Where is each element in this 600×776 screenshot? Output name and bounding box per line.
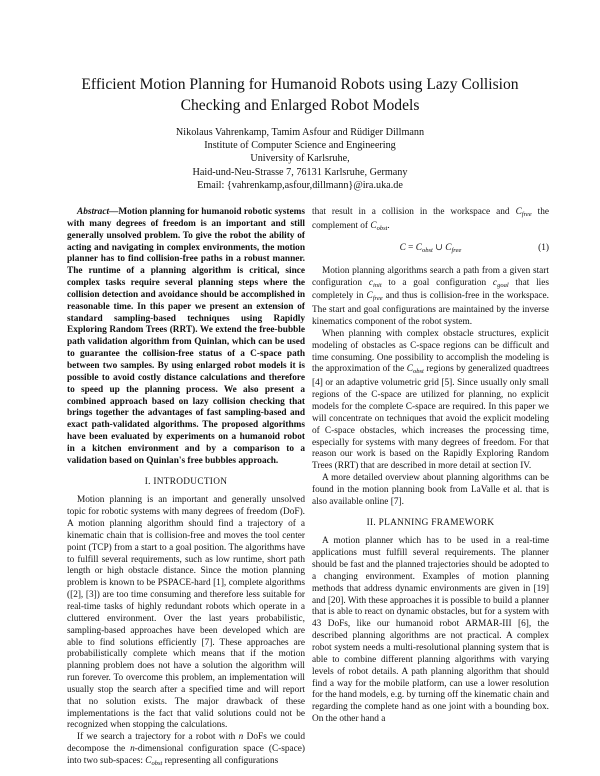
right-paragraph-4: A more detailed overview about planning algorithms can be found in the motion planning book from LaValle et al. that is also available online [7].: [312, 473, 549, 507]
abstract-label: Abstract: [77, 207, 110, 217]
equation-body: $C = C_{obst}$ ∪ $C_{free}$: [399, 242, 462, 254]
affiliation-line: University of Karlsruhe,: [250, 153, 350, 165]
right-paragraph-1: that result in a collision in the workspace and $C_{free}$ the complement of $C_{obst}$.: [312, 207, 549, 232]
intro-paragraph-2: If we search a trajectory for a robot with n DoFs we could decompose the n-dimensional configuration space (C-space) into two sub-spaces: $C_{obst}$ representing all configurations: [67, 732, 305, 767]
abstract: [67, 207, 305, 468]
right-paragraph-2: Motion planning algorithms search a path from a given start configuration $c_{init}$ to a goal configuration $c_{goal}$ that lies completely in $C_{free}$ and thus is collision-free in the workspace. The start and goal configurations are maintained by the inverse kinematics component of the robot system.: [312, 265, 549, 328]
left-column: [67, 207, 305, 770]
affiliation-line: Institute of Computer Science and Engineering: [204, 140, 396, 152]
right-paragraph-5: A motion planner which has to be used in a real-time applications must fulfill several requirements. The planner should be fast and the planned trajectories should be adopted to a changing environment. Examples of motion planning methods that address dynamic environments are given in [19] and [20]. With these approaches it is possible to build a planner that is able to react on dynamic obstacles, but for a system with 43 DoFs, like our humanoid robot ARMAR-III [6], the described planning algorithms are not practical. A complex robot system needs a multi-resolutional planning system that is able to combine different planning algorithms with varying levels of robot details. A path planning algorithm that should find a way for the mobile platform, can use a lower resolution for the hand models, e.g. by turning off the kinematic chain and regarding the complete hand as one joint with a bounding box. On the other hand a: [312, 536, 549, 725]
intro-paragraph-1: Motion planning is an important and generally unsolved topic for robotic systems with many degrees of freedom (DoF). A motion planning algorithm should find a trajectory of a kinematic chain that is collision-free and moves the tool center point (TCP) from a start to a goal position. The algorithms have to fulfill several requirements, such as low runtime, short path length or high obstacle distance. Since the motion planning problem is known to be PSPACE-hard [1], complete algorithms ([2], [3]) are too time consuming and therefore less suitable for real-time tasks of highly redundant robots which operate in a cluttered environment. Over the last years probabilistic, sampling-based approaches have been developed which are able to find solutions efficiently [7]. These approaches are probabilistically complete which means that if the motion planning problem does not have a solution the algorithm will run forever. To overcome this problem, an implementation will usually stop the search after a specified time and will report that no solution exists. The major drawback of these implementations is the fact that valid solutions could not be recognized when stopping the calculations.: [67, 495, 305, 731]
equation-1: [312, 243, 549, 257]
section-heading-planning-framework: II. PLANNING FRAMEWORK: [366, 517, 495, 528]
equation-number: (1): [538, 242, 549, 253]
right-paragraph-3: When planning with complex obstacle structures, explicit modeling of obstacles as C-space regions can be difficult and time consuming. One possibility to accomplish the modeling is the approximation of the $C_{obst}$ regions by generalized quadtrees [4] or an adaptive volumetric grid [5]. Since usually only small regions of the C-space are utilized for planning, no explicit models for the complete C-space are required. In this paper we will concentrate on techniques that avoid the explicit modeling of C-space obstacles, which increases the processing time, especially for systems with many degrees of freedom. For that reason our work is based on the Rapidly Exploring Random Trees (RRT) that are described in more detail at section IV.: [312, 328, 549, 472]
author-block: [60, 126, 540, 192]
affiliation-line: Haid-und-Neu-Strasse 7, 76131 Karlsruhe, Germany: [192, 166, 408, 178]
author-names: Nikolaus Vahrenkamp, Tamim Asfour and Rüdiger Dillmann: [175, 127, 425, 138]
author-email: Email: {vahrenkamp,asfour,dillmann}@ira.uka.de: [197, 179, 403, 191]
abstract-text: —Motion planning for humanoid robotic systems with many degrees of freedom is an important and still generally unsolved problem. To give the robot the ability of acting and navigating in complex environments, the motion planner has to find collision-free paths in a robust manner. The runtime of a planning algorithm is critical, since complex tasks require several planning steps where the collision detection and avoidance should be accomplished in reasonable time. In this paper we present an extension of standard sampling-based techniques using Rapidly Exploring Random Trees (RRT). We extend the free-bubble path validation algorithm from Quinlan, which can be used to guarantee the collision-free status of a C-space path between two samples. By using enlarged robot models it is possible to avoid costly distance calculations and therefore to speed up the planning process. We also present a combined approach based on lazy collision checking that brings together the advantages of fast sampling-based and exact path-validated algorithms. The proposed algorithms have been evaluated by experiments on a humanoid robot in a kitchen environment and by a comparison to a validation based on Quinlan's free bubbles approach.: [67, 207, 305, 466]
right-column: [312, 207, 549, 726]
section-heading-introduction: I. INTRODUCTION: [144, 476, 228, 487]
title-line-2: Checking and Enlarged Robot Models: [180, 97, 420, 114]
paper-title: [40, 74, 560, 116]
title-line-1: Efficient Motion Planning for Humanoid Robots using Lazy Collision: [81, 76, 519, 93]
